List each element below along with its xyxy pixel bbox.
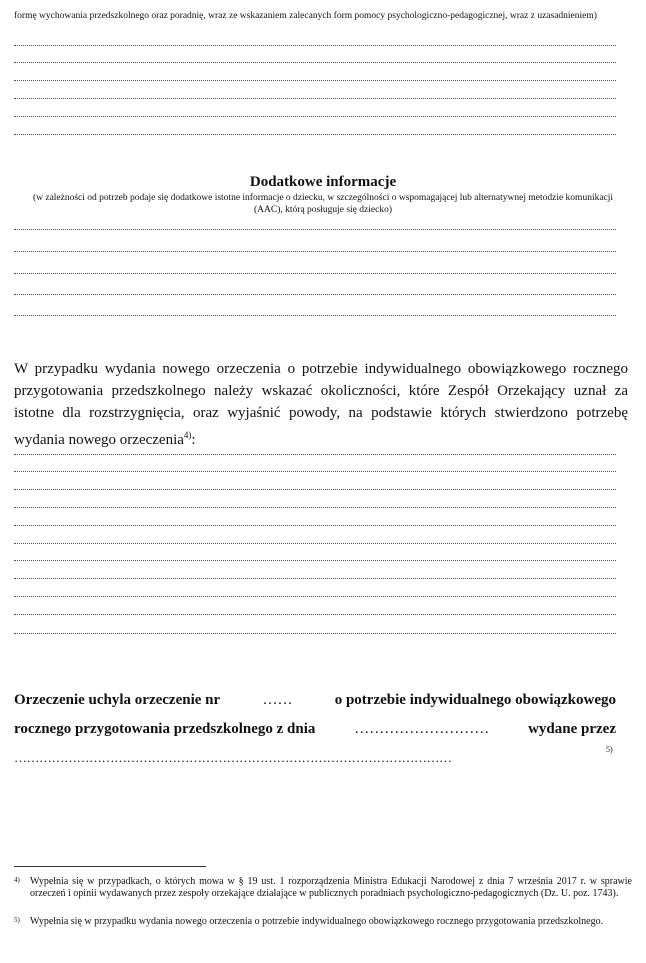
- revoke-line-2: [14, 721, 616, 738]
- dotted-line: [14, 488, 616, 490]
- ruling-number-field[interactable]: ……: [262, 692, 293, 708]
- dotted-line: [14, 559, 616, 561]
- revoke-text-d: wydane przez: [528, 721, 616, 737]
- footnote-mark: 5): [14, 916, 20, 924]
- footnote-text: Wypełnia się w przypadku wydania nowego orzeczenia o potrzebie indywidualnego obowiązkowego rocznego przygotowania przedszkolnego.: [30, 916, 604, 927]
- dotted-line: [14, 44, 616, 46]
- new-ruling-text: W przypadku wydania nowego orzeczenia o potrzebie indywidualnego obowiązkowego rocznego przygotowania przedszkolnego należy wskazać okoliczności, które Zespół Orzekający uznał za istotne dla rozstrzygnięcia, oraz wyjaśnić powody, na podstawie których stwierdzono potrzebę wydania nowego orzeczenia: [14, 361, 628, 448]
- dotted-line: [14, 293, 616, 295]
- dotted-line: [14, 250, 616, 252]
- dotted-line: [14, 613, 616, 615]
- dotted-line: [14, 577, 616, 579]
- dotted-line: [14, 542, 616, 544]
- dotted-line: [14, 453, 616, 455]
- dotted-line: [14, 133, 616, 135]
- dotted-line: [14, 61, 616, 63]
- dotted-line: [14, 632, 616, 634]
- dotted-line: [14, 272, 616, 274]
- footnote-mark: 4): [14, 876, 20, 884]
- new-ruling-paragraph: [14, 358, 628, 451]
- footnote-ref: 5): [606, 745, 613, 754]
- footnote-divider: [14, 866, 206, 867]
- section-subtitle: (w zależności od potrzeb podaje się dodatkowe istotne informacje o dziecku, w szczególności o wspomagającej lub alternatywnej metodzie komunikacji (AAC), którą posługuje się dziecko): [32, 193, 614, 215]
- issuer-field[interactable]: ……………………………………………………………………………………………: [14, 750, 452, 765]
- revoke-text-b: o potrzebie indywidualnego obowiązkowego: [334, 692, 616, 708]
- dotted-line: [14, 314, 616, 316]
- dotted-line: [14, 524, 616, 526]
- date-field[interactable]: ………………………: [354, 721, 490, 737]
- intro-text: formę wychowania przedszkolnego oraz poradnię, wraz ze wskazaniem zalecanych form pomocy psychologiczno-pedagogicznej, wraz z uzasadnieniem): [14, 11, 597, 21]
- dotted-line: [14, 79, 616, 81]
- dotted-line: [14, 595, 616, 597]
- footnote-ref: 4): [183, 430, 192, 440]
- footnote-text: Wypełnia się w przypadkach, o których mowa w § 19 ust. 1 rozporządzenia Ministra Edukacji Narodowej z dnia 7 września 2017 r. w sprawie orzeczeń i opinii wydawanych przez zespoły orzekające działające w publicznych poradniach psychologiczno-pedagogicznych (Dz. U. poz. 1743).: [30, 876, 632, 899]
- revoke-text-a: Orzeczenie uchyla orzeczenie nr: [14, 692, 221, 708]
- dotted-line: [14, 228, 616, 230]
- section-title: Dodatkowe informacje: [249, 174, 397, 190]
- footnote-4: [14, 876, 632, 916]
- dotted-line: [14, 97, 616, 99]
- footnote-5: [14, 916, 620, 942]
- dotted-line: [14, 506, 616, 508]
- revoke-line-1: [14, 692, 616, 709]
- dotted-line: [14, 115, 616, 117]
- revoke-text-c: rocznego przygotowania przedszkolnego z dnia: [14, 721, 316, 737]
- colon: :: [191, 432, 196, 448]
- dotted-line: [14, 470, 616, 472]
